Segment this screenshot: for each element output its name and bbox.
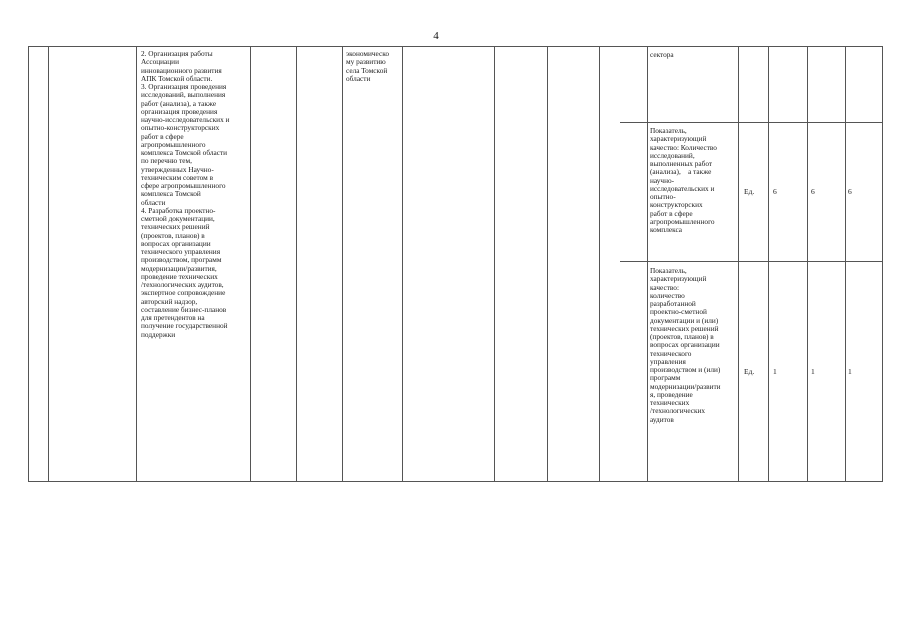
column-divider — [402, 46, 403, 482]
column-divider — [882, 46, 883, 482]
column-divider — [494, 46, 495, 482]
column-divider — [547, 46, 548, 482]
table-top-border — [28, 46, 883, 47]
indicator-prev-cell: сектора — [650, 50, 674, 59]
indicator-1-text: Показатель, характеризующий качество: Количество исследований, выполненных работ (анализа), а также научно- исследовательских и опытно- конструкторских работ в сфере агропромышленного комплекса — [650, 126, 717, 234]
column-divider — [250, 46, 251, 482]
table-bottom-border — [28, 481, 883, 482]
column-divider — [48, 46, 49, 482]
column-divider — [845, 46, 846, 482]
column-divider — [599, 46, 600, 482]
indicator-2-value-2: 1 — [811, 367, 815, 376]
column-divider — [28, 46, 29, 482]
goal-cell: экономическо му развитию села Томской области — [346, 49, 390, 83]
indicator-1-unit: Ед. — [744, 187, 755, 196]
indicator-2-value-1: 1 — [773, 367, 777, 376]
column-divider — [807, 46, 808, 482]
indicator-2-text: Показатель, характеризующий качество: количество разработанной проектно-сметной документации и (или) технических решений (проектов, планов) в вопросах организации технического управления производством и (или) программ модернизации/развити я, проведение технических /технологических аудитов — [650, 266, 721, 424]
indicator-row-divider-2 — [620, 261, 883, 262]
indicator-2-unit: Ед. — [744, 367, 755, 376]
indicator-1-value-3: 6 — [848, 187, 852, 196]
column-divider — [136, 46, 137, 482]
column-divider — [768, 46, 769, 482]
program-table — [28, 46, 883, 482]
indicator-1-value-1: 6 — [773, 187, 777, 196]
page-number: 4 — [433, 30, 439, 42]
column-divider — [342, 46, 343, 482]
indicator-1-value-2: 6 — [811, 187, 815, 196]
indicator-row-divider-1 — [620, 122, 883, 123]
indicator-2-value-3: 1 — [848, 367, 852, 376]
measures-cell: 2. Организация работы Ассоциации инновационного развития АПК Томской области. 3. Организация проведения исследований, выполнения работ (анализа), а также организация проведения научно-исследовательских и опытно-конструкторских работ в сфере агропромышленного комплекса Томской области по перечню тем, утвержденных Научно- техническим советом в сфере агропромышленного комплекса Томской области 4. Разработка проектно- сметной документации, технических решений (проектов, планов) в вопросах организации технического управления производством, программ модернизации/развития, проведение технических /технологических аудитов, экспертное сопровождение авторский надзор, составление бизнес-планов для претендентов на получение государственной поддержки — [141, 49, 230, 339]
column-divider — [647, 46, 648, 482]
column-divider — [738, 46, 739, 482]
column-divider — [296, 46, 297, 482]
